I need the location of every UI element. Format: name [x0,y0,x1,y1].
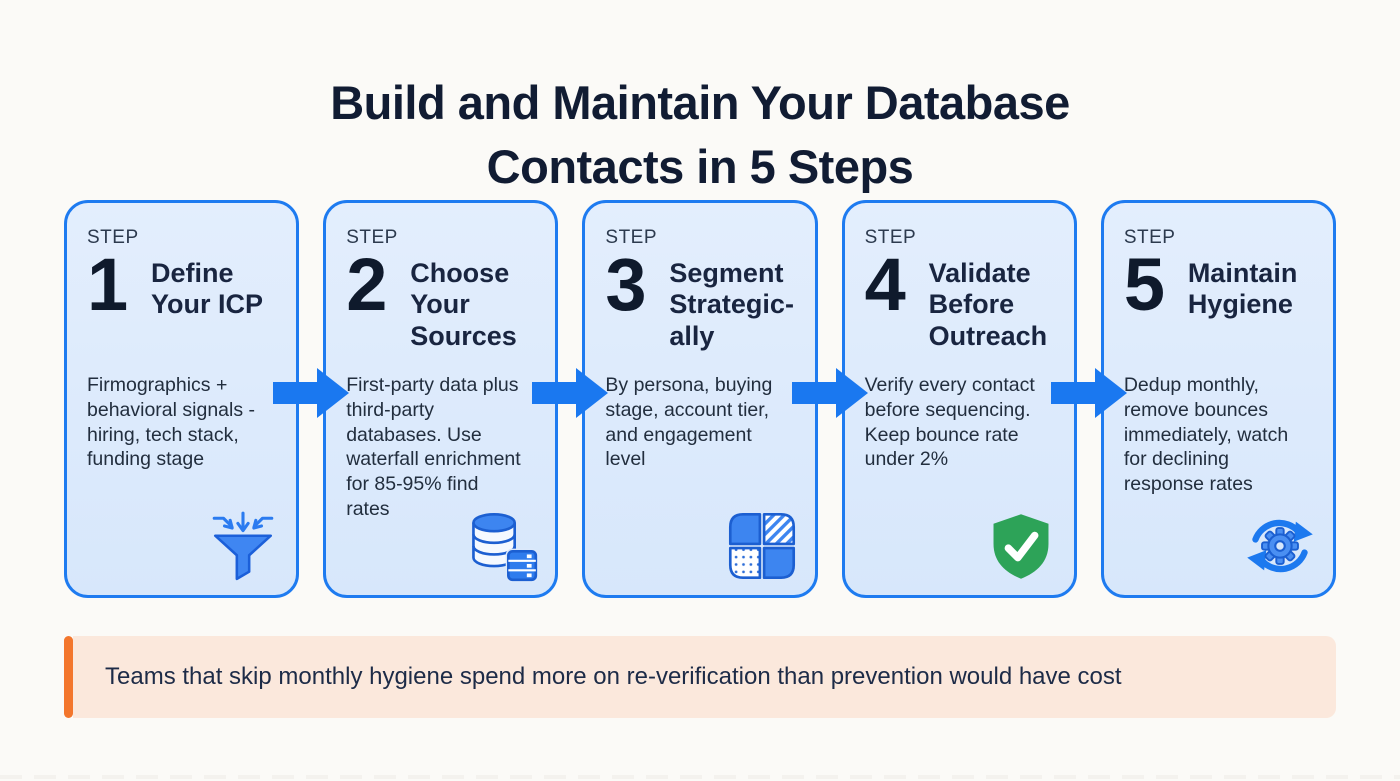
step-title: Segment Strategically [669,258,794,351]
step-description: Dedup monthly, remove bounces immediately, watch for declining response rates [1123,374,1289,495]
step-description: Firmographics + behavioral signals - hiring, tech stack, funding stage [87,374,256,471]
step-number: 4 [864,243,904,326]
step-label: STEP [346,227,398,248]
step-card-4 [842,200,1077,598]
database-stack-icon [465,509,539,583]
funnel-icon [206,509,280,583]
step-card-1 [64,200,299,598]
step-card-3-header [605,227,794,373]
shield-check-icon [984,509,1058,583]
step-label: STEP [87,227,139,248]
callout-accent-bar [64,636,73,718]
step-title: Maintain Hygiene [1187,258,1298,320]
step-card-5 [1101,200,1336,598]
steps-row [64,200,1336,598]
connector-arrow-icon [273,368,349,418]
step-number: 2 [346,243,386,326]
connector-arrow-icon [1051,368,1127,418]
step-label: STEP [1123,227,1176,248]
quadrant-grid-icon [725,509,799,583]
step-number: 3 [605,243,645,326]
step-title: Validate Before Outreach [928,258,1048,351]
step-label: STEP [605,227,658,248]
step-number: 1 [87,243,127,326]
bottom-texture-strip [0,775,1400,779]
connector-arrow-icon [532,368,608,418]
step-description: By persona, buying stage, account tier, and engagement level [605,374,773,471]
step-card-4-header [865,227,1054,373]
page-title-line1: Build and Maintain Your Database [330,76,1070,130]
refresh-gear-icon [1243,509,1317,583]
step-title: Choose Your Sources [410,258,517,351]
callout-panel [73,636,1336,718]
step-title: Define Your ICP [151,258,264,320]
step-card-5-header [1124,227,1313,373]
callout-text: Teams that skip monthly hygiene spend more on re-verification than prevention would have cost [105,663,1122,690]
step-card-2-header [346,227,535,373]
step-description: First-party data plus third-party databases. Use waterfall enrichment for 85-95% find rates [346,374,521,520]
step-card-3 [582,200,817,598]
step-number: 5 [1123,243,1163,326]
connector-arrow-icon [792,368,868,418]
step-card-1-header [87,227,276,373]
callout-banner [64,636,1336,718]
step-description: Verify every contact before sequencing. Keep bounce rate under 2% [864,374,1035,471]
step-label: STEP [864,227,917,248]
step-card-2 [323,200,558,598]
page-title-line2: Contacts in 5 Steps [486,140,914,194]
page-title [0,71,1400,199]
